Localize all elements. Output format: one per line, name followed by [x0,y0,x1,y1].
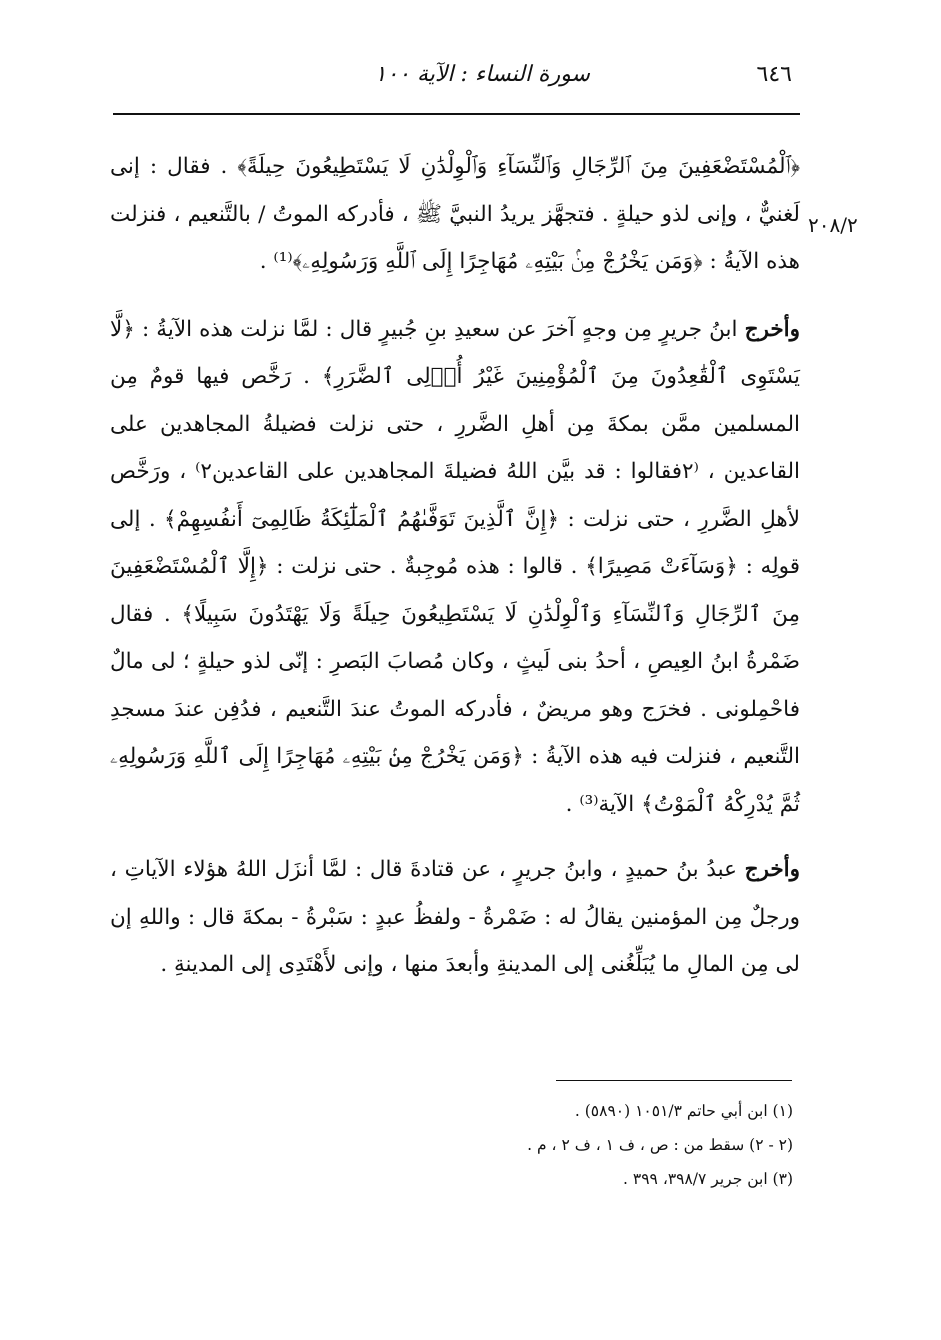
header-divider [113,113,800,115]
footnote: (٣) ابن جرير ٣٩٨/٧، ٣٩٩ . [623,1170,793,1188]
paragraph-lead-word: وأخرج [744,857,800,882]
footnote-divider [556,1080,792,1081]
paragraph [110,306,800,829]
running-title: سورة النساء : الآية ١٠٠ [374,62,590,87]
main-text [110,143,800,989]
page-number: ٦٤٦ [756,62,792,87]
page-header [112,62,800,98]
margin-reference: ٢٠٨/٢ [808,213,858,237]
footnote: (٢ - ٢) سقط من : ص ، ف ١ ، ف ٢ ، م . [527,1136,793,1154]
paragraph-text: عبدُ بنُ حميدٍ ، وابنُ جريرٍ ، عن قتادةَ قال : لمَّا أنزَل اللهُ هؤلاء الآياتِ ، ورجلٌ مِن المؤمنين يقالُ له : ضَمْرةُ - ولفظُ عبدٍ : سَبْرةُ - بمكةَ قال : واللهِ إن لى مِن المالِ ما يُبَلِّغُنى إلى المدينةِ وأبعدَ منها ، وإنى لأَهْتَدِى إلى المدينةِ . [110,857,800,977]
paragraph-lead-word: وأخرج [744,316,800,342]
footnotes [153,1094,793,1196]
paragraph [110,846,800,989]
footnote: (١) ابن أبي حاتم ١٠٥١/٣ (٥٨٩٠) . [574,1102,793,1120]
paragraph-text: ﴿ٱلْمُسْتَضْعَفِينَ مِنَ ٱلرِّجَالِ وَٱلنِّسَآءِ وَٱلْوِلْدَٰنِ لَا يَسْتَطِيعُونَ حِيلَةً﴾ . فقال : إنى لَغنيٌّ ، وإنى لذو حيلةٍ . فتجهَّز يريدُ النبيَّ ﷺ ، فأدركه الموتُ / بالتَّنعيم ، فنزلت هذه الآيةُ : ﴿وَمَن يَخْرُجْ مِنۢ بَيْتِهِۦ مُهَاجِرًا إِلَى ٱللَّهِ وَرَسُولِهِۦ﴾⁽¹⁾ . [110,154,800,274]
paragraph-text: ابنُ جريرٍ مِن وجهٍ آخرَ عن سعيدِ بنِ جُبيرٍ قال : لمَّا نزلت هذه الآيةُ : ﴿لَّا يَسْتَوِى ٱلْقَٰعِدُونَ مِنَ ٱلْمُؤْمِنِينَ غَيْرُ أُو۟لِى ٱلضَّرَرِ﴾ . رَخَّص فيها قومٌ مِن المسلمين ممَّن بمكةَ مِن أهلِ الضَّررِ ، حتى نزلت فضيلةُ المجاهدين على القاعدين ، ⁽٢فقالوا : قد بيَّن اللهُ فضيلةَ المجاهدين على القاعدين٢⁾ ، ورَخَّص لأهلِ الضَّررِ ، حتى نزلت : ﴿إِنَّ ٱلَّذِينَ تَوَفَّىٰهُمُ ٱلْمَلَٰٓئِكَةُ ظَالِمِىٓ أَنفُسِهِمْ﴾ . إلى قولِه : ﴿وَسَآءَتْ مَصِيرًا﴾ . قالوا : هذه مُوجِبةٌ . حتى نزلت : ﴿إِلَّا ٱلْمُسْتَضْعَفِينَ مِنَ ٱلرِّجَالِ وَٱلنِّسَآءِ وَٱلْوِلْدَٰنِ لَا يَسْتَطِيعُونَ حِيلَةً وَلَا يَهْتَدُونَ سَبِيلًا﴾ . فقال ضَمْرةُ ابنُ العِيصِ ، أحدُ بنى لَيثٍ ، وكان مُصابَ البَصرِ : إنّى لذو حيلةٍ ؛ لى مالٌ فاحْمِلونى . فخرَج وهو مريضٌ ، فأدركه الموتُ عندَ التَّنعيم ، فدُفِن عندَ مسجدِ التَّنعيم ، فنزلت فيه هذه الآيةُ : ﴿وَمَن يَخْرُجْ مِنۢ بَيْتِهِۦ مُهَاجِرًا إِلَى ٱللَّهِ وَرَسُولِهِۦ ثُمَّ يُدْرِكْهُ ٱلْمَوْتُ﴾ الآية⁽³⁾ . [110,316,800,817]
paragraph [110,143,800,286]
